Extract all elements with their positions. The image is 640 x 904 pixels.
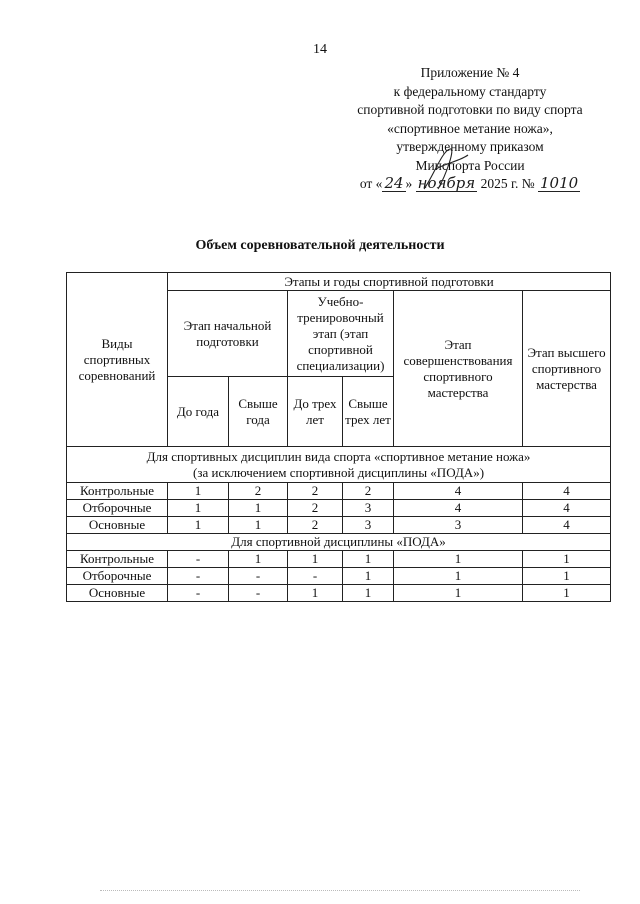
table-cell: 1 bbox=[523, 551, 611, 568]
ministry-name: Минспорта России bbox=[415, 157, 525, 173]
table-cell: 3 bbox=[343, 500, 394, 517]
appendix-line-discipline: «спортивное метание ножа», bbox=[387, 120, 553, 136]
appendix-line-ministry bbox=[320, 157, 620, 176]
table-cell: - bbox=[288, 568, 343, 585]
section-heading-line1: Для спортивных дисциплин вида спорта «спортивное метание ножа» bbox=[146, 448, 531, 464]
table-cell: 4 bbox=[523, 517, 611, 534]
table-cell: 4 bbox=[394, 483, 523, 500]
subheader-up-to-year: До года bbox=[168, 377, 229, 447]
table-cell: 1 bbox=[288, 551, 343, 568]
order-number: 1010 bbox=[539, 174, 579, 192]
appendix-line-approved: утвержденному приказом bbox=[396, 139, 544, 154]
table-cell: 1 bbox=[343, 551, 394, 568]
signature-mark bbox=[416, 145, 476, 195]
table-cell: 1 bbox=[229, 517, 288, 534]
date-day: 24 bbox=[384, 174, 404, 192]
table-cell: 1 bbox=[394, 568, 523, 585]
table-cell: 1 bbox=[523, 568, 611, 585]
table-cell: - bbox=[168, 585, 229, 602]
table-row bbox=[67, 517, 611, 534]
row-label: Основные bbox=[67, 585, 168, 602]
table-cell: 1 bbox=[394, 585, 523, 602]
table-cell: 1 bbox=[343, 585, 394, 602]
appendix-header bbox=[320, 64, 620, 194]
table-row bbox=[67, 585, 611, 602]
date-year: 2025 г. № bbox=[480, 176, 535, 191]
row-label: Контрольные bbox=[67, 483, 168, 500]
table-cell: 1 bbox=[229, 500, 288, 517]
row-label: Контрольные bbox=[67, 551, 168, 568]
header-stage-highest: Этап высшего спортивного мастерства bbox=[523, 291, 611, 447]
subheader-over-year: Свыше года bbox=[229, 377, 288, 447]
subheader-over-three: Свыше трех лет bbox=[343, 377, 394, 447]
date-month: ноября bbox=[417, 174, 476, 192]
row-label: Отборочные bbox=[67, 568, 168, 585]
page-number: 14 bbox=[313, 42, 327, 57]
header-stage-initial: Этап начальной подготовки bbox=[168, 291, 288, 377]
date-quote: » bbox=[405, 176, 413, 191]
date-prefix: от « bbox=[359, 176, 383, 191]
table-cell: - bbox=[229, 585, 288, 602]
table-cell: - bbox=[229, 568, 288, 585]
table-cell: 1 bbox=[229, 551, 288, 568]
table-cell: 1 bbox=[168, 517, 229, 534]
table-cell: 1 bbox=[168, 500, 229, 517]
table-row bbox=[67, 500, 611, 517]
scan-edge-marks bbox=[100, 890, 580, 894]
table-cell: 2 bbox=[229, 483, 288, 500]
competition-volume-table bbox=[66, 272, 611, 602]
table-cell: 2 bbox=[343, 483, 394, 500]
header-stage-training: Учебно-тренировочный этап (этап спортивной специализации) bbox=[288, 291, 394, 377]
row-label: Отборочные bbox=[67, 500, 168, 517]
appendix-title: Приложение № 4 bbox=[420, 65, 520, 80]
table-row bbox=[67, 483, 611, 500]
header-competition-types: Виды спортивных соревнований bbox=[67, 273, 168, 447]
table-cell: 3 bbox=[343, 517, 394, 534]
table-cell: 4 bbox=[523, 500, 611, 517]
table-cell: 2 bbox=[288, 500, 343, 517]
table-cell: - bbox=[168, 568, 229, 585]
document-title: Объем соревновательной деятельности bbox=[195, 238, 445, 253]
section-heading-general bbox=[67, 447, 611, 483]
subheader-up-to-three: До трех лет bbox=[288, 377, 343, 447]
header-stages: Этапы и годы спортивной подготовки bbox=[168, 273, 611, 291]
table-cell: 1 bbox=[523, 585, 611, 602]
header-stage-improvement: Этап совершенствования спортивного мастерства bbox=[394, 291, 523, 447]
row-label: Основные bbox=[67, 517, 168, 534]
appendix-line-sport: спортивной подготовки по виду спорта bbox=[357, 102, 583, 117]
table-cell: 1 bbox=[168, 483, 229, 500]
table-cell: - bbox=[168, 551, 229, 568]
table-cell: 4 bbox=[523, 483, 611, 500]
section-heading-poda: Для спортивной дисциплины «ПОДА» bbox=[67, 534, 611, 551]
table-row bbox=[67, 568, 611, 585]
table-cell: 4 bbox=[394, 500, 523, 517]
table-cell: 1 bbox=[288, 585, 343, 602]
section-heading-line2: (за исключением спортивной дисциплины «ПОДА») bbox=[193, 464, 485, 480]
table-cell: 1 bbox=[343, 568, 394, 585]
table-row bbox=[67, 551, 611, 568]
table-cell: 3 bbox=[394, 517, 523, 534]
table-cell: 1 bbox=[394, 551, 523, 568]
appendix-line-standard: к федеральному стандарту bbox=[393, 83, 547, 99]
table-cell: 2 bbox=[288, 517, 343, 534]
table-cell: 2 bbox=[288, 483, 343, 500]
